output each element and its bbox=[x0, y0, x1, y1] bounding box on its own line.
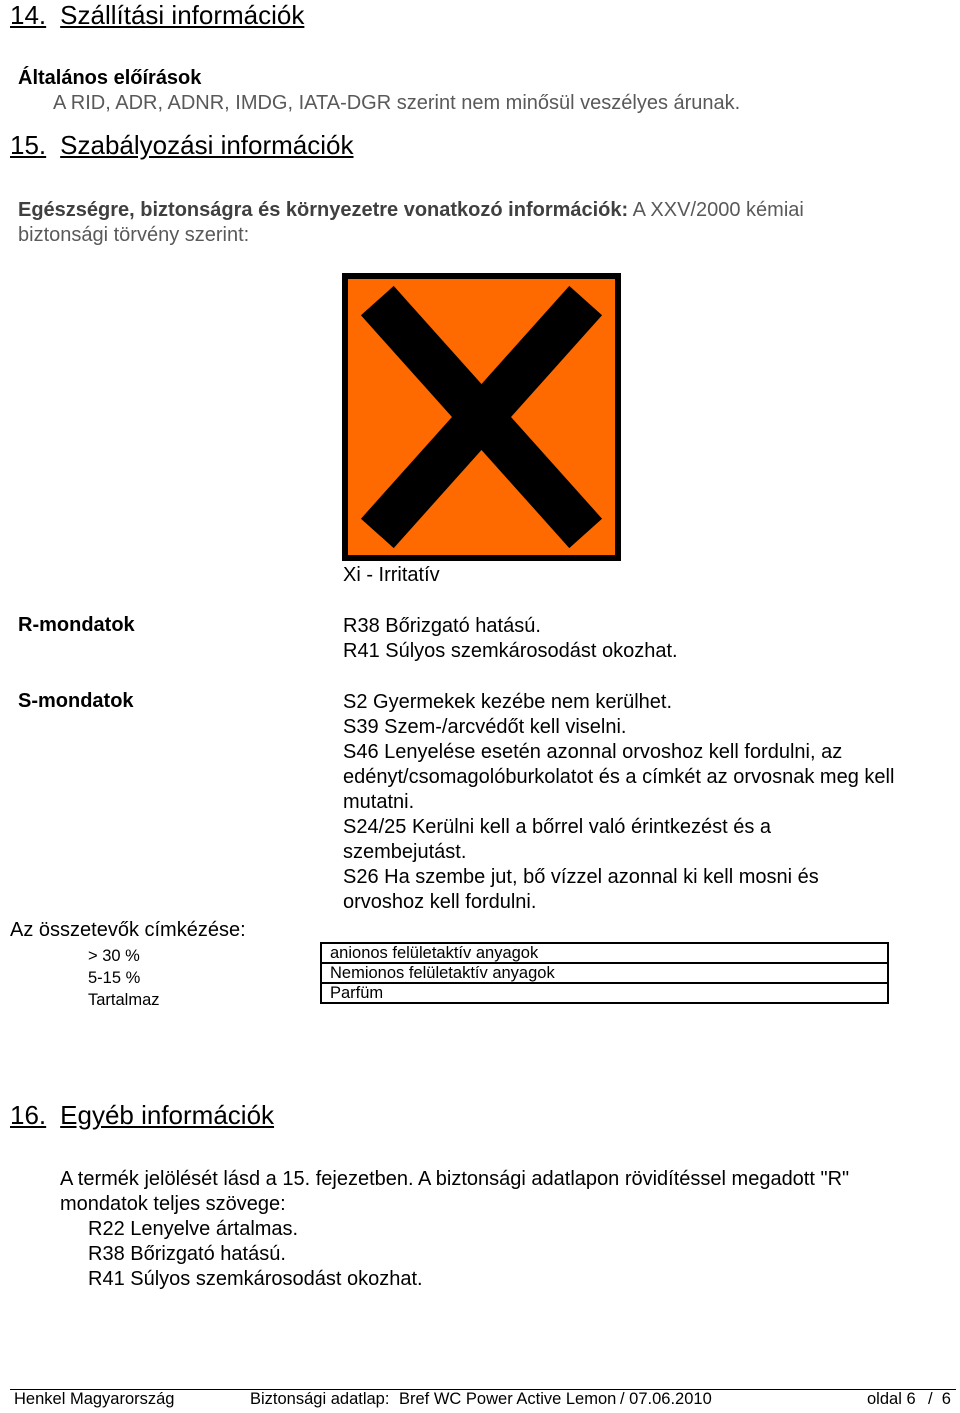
hazard-caption: Xi - Irritatív bbox=[343, 564, 440, 586]
footer-product: Bref WC Power Active Lemon bbox=[399, 1390, 617, 1408]
other-info-text bbox=[60, 1167, 849, 1217]
table-row bbox=[321, 963, 888, 983]
general-rules-heading: Általános előírások bbox=[18, 67, 202, 89]
hazard-pictogram bbox=[342, 273, 621, 561]
footer-date: / 07.06.2010 bbox=[620, 1390, 712, 1408]
r-phrases-full-list bbox=[88, 1217, 423, 1292]
component-amounts bbox=[88, 945, 160, 1011]
regulatory-intro-rest: A XXV/2000 kémiai bbox=[628, 199, 804, 221]
component-amount: 5-15 % bbox=[88, 969, 141, 987]
footer-doc-label: Biztonsági adatlap: bbox=[250, 1390, 390, 1408]
r-phrase: R41 Súlyos szemkárosodást okozhat. bbox=[343, 640, 678, 662]
regulatory-intro-bold: Egészségre, biztonságra és környezetre vonatkozó információk: bbox=[18, 199, 629, 221]
s-phrase-line: orvoshoz kell fordulni. bbox=[343, 891, 537, 913]
section-number: 14. bbox=[10, 0, 47, 30]
r-phrase: R38 Bőrizgató hatású. bbox=[343, 615, 541, 637]
section-title: Szállítási információk bbox=[60, 0, 305, 30]
s-phrase-line: S24/25 Kerülni kell a bőrrel való érintkezést és a bbox=[343, 816, 772, 838]
s-phrase-line: szembejutást. bbox=[343, 841, 467, 863]
s-phrases-list bbox=[343, 690, 894, 915]
table-row bbox=[321, 983, 888, 1003]
section-15-heading bbox=[10, 130, 354, 161]
r-phrase: R22 Lenyelve ártalmas. bbox=[88, 1218, 299, 1240]
section-number: 15. bbox=[10, 130, 47, 160]
s-phrase-line: S2 Gyermekek kezébe nem kerülhet. bbox=[343, 691, 673, 713]
s-phrase-line: mutatni. bbox=[343, 791, 415, 813]
section-title: Egyéb információk bbox=[60, 1100, 275, 1130]
s-phrases-label: S-mondatok bbox=[18, 690, 134, 712]
s-phrase-line: edényt/csomagolóburkolatot és a címkét az orvosnak meg kell bbox=[343, 766, 895, 788]
section-number: 16. bbox=[10, 1100, 47, 1130]
component-amount: > 30 % bbox=[88, 947, 140, 965]
r-phrases-label: R-mondatok bbox=[18, 614, 135, 636]
text-line: mondatok teljes szövege: bbox=[60, 1193, 286, 1215]
footer-company: Henkel Magyarország bbox=[14, 1390, 175, 1408]
regulatory-intro bbox=[18, 198, 804, 223]
footer-page: oldal 6 bbox=[867, 1390, 916, 1408]
r-phrase: R38 Bőrizgató hatású. bbox=[88, 1243, 286, 1265]
transport-text: A RID, ADR, ADNR, IMDG, IATA-DGR szerint nem minősül veszélyes árunak. bbox=[53, 92, 741, 114]
s-phrase-line: S39 Szem-/arcvédőt kell viselni. bbox=[343, 716, 627, 738]
section-16-heading bbox=[10, 1100, 274, 1131]
text-line: A termék jelölését lásd a 15. fejezetben. A biztonsági adatlapon rövidítéssel megadott "R" bbox=[60, 1168, 850, 1190]
section-14-heading bbox=[10, 0, 304, 31]
r-phrases-list bbox=[343, 614, 678, 664]
table-row bbox=[321, 943, 888, 963]
component-name: Parfüm bbox=[321, 983, 888, 1003]
r-phrase: R41 Súlyos szemkárosodást okozhat. bbox=[88, 1268, 423, 1290]
component-name: anionos felületaktív anyagok bbox=[321, 943, 888, 963]
components-label: Az összetevők címkézése: bbox=[10, 919, 246, 941]
footer-page-total: / 6 bbox=[928, 1390, 951, 1408]
s-phrase-line: S26 Ha szembe jut, bő vízzel azonnal ki kell mosni és bbox=[343, 866, 819, 888]
component-name: Nemionos felületaktív anyagok bbox=[321, 963, 888, 983]
component-amount: Tartalmaz bbox=[88, 991, 160, 1009]
x-cross-icon bbox=[342, 273, 621, 561]
s-phrase-line: S46 Lenyelése esetén azonnal orvoshoz kell fordulni, az bbox=[343, 741, 843, 763]
regulatory-intro-line2: biztonsági törvény szerint: bbox=[18, 224, 250, 246]
section-title: Szabályozási információk bbox=[60, 130, 354, 160]
components-table bbox=[320, 942, 889, 1004]
